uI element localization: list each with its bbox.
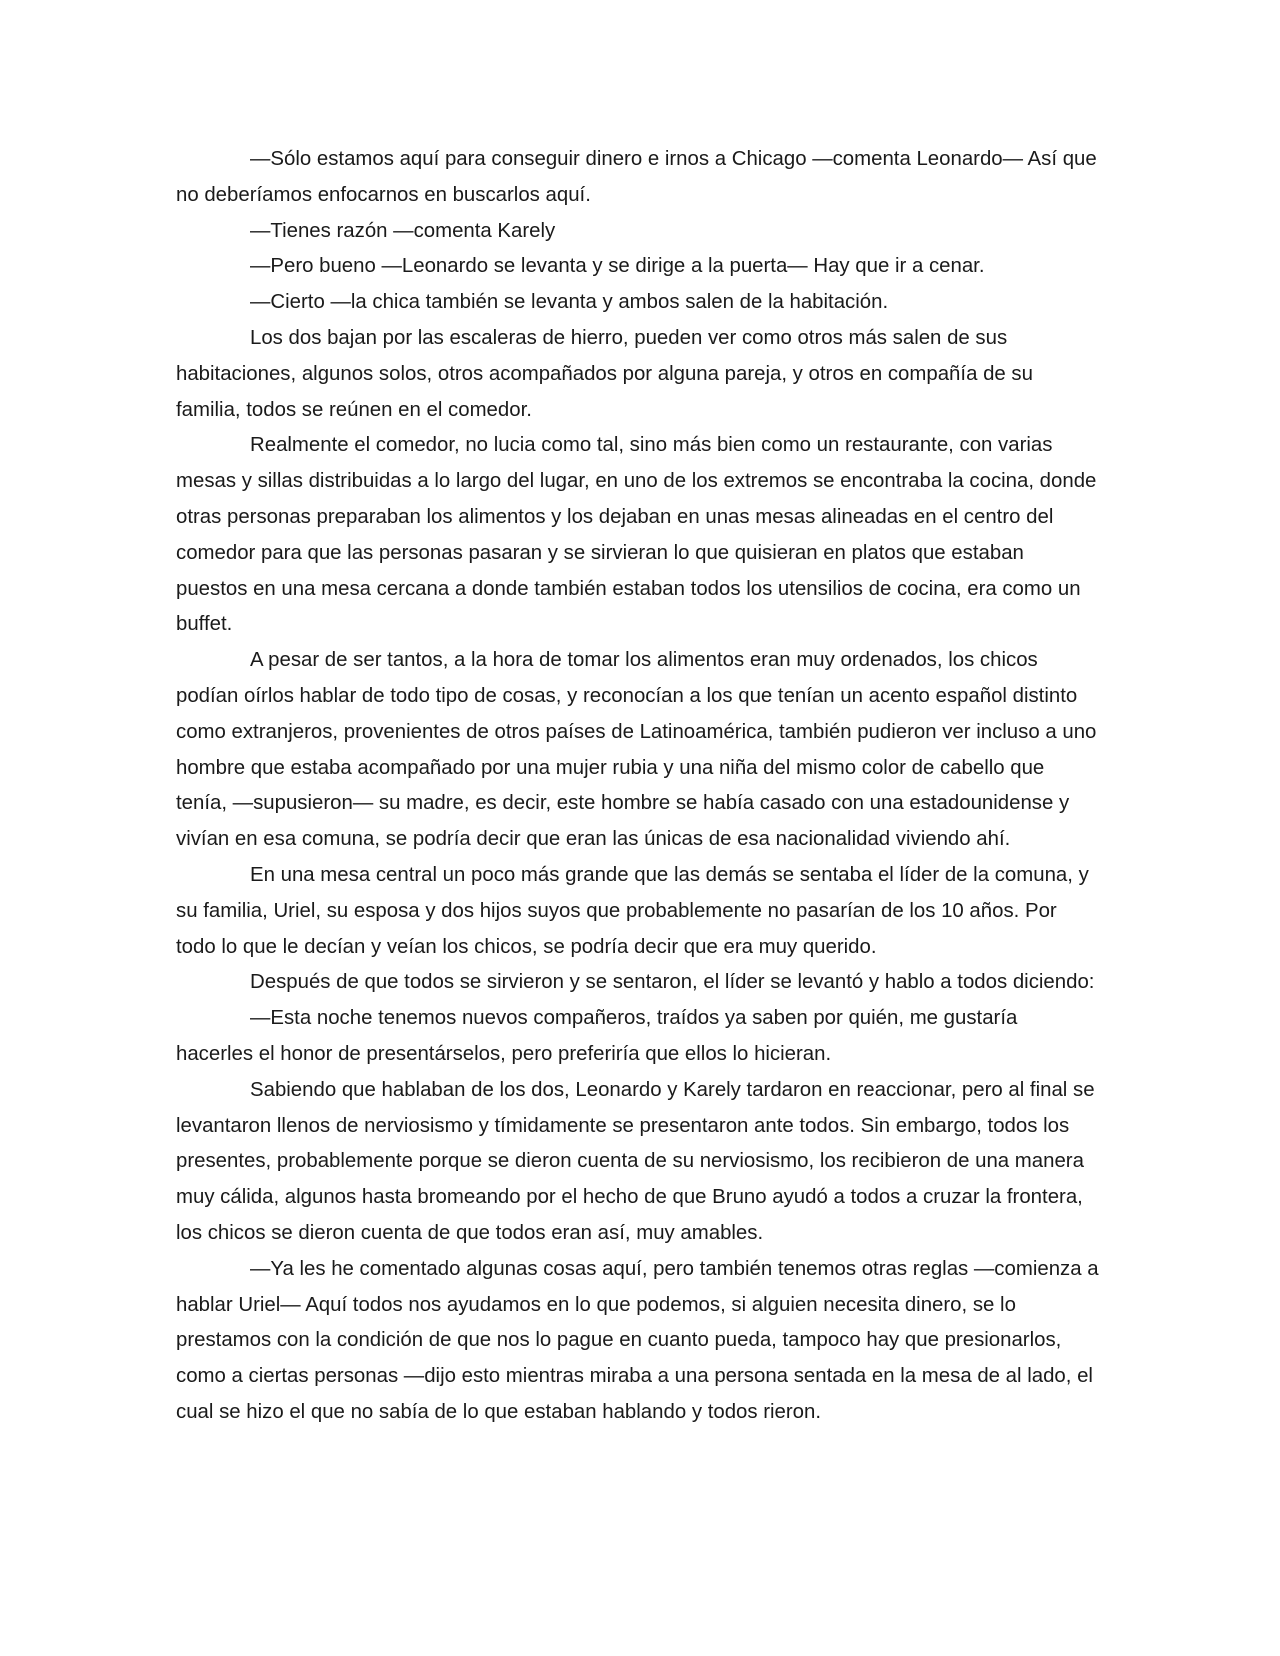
paragraph: Realmente el comedor, no lucia como tal, sino más bien como un restaurante, con varias mesas y sillas distribuidas a lo largo del lugar, en uno de los extremos se encontraba la cocina, donde otras personas preparaban los alimentos y los dejaban en unas mesas alineadas en el centro del comedor para que las personas pasaran y se sirvieran lo que quisieran en platos que estaban puestos en una mesa cercana a donde también estaban todos los utensilios de cocina, era como un buffet. [176,434,1097,636]
paragraph: —Ya les he comentado algunas cosas aquí, pero también tenemos otras reglas —comienza a hablar Uriel— Aquí todos nos ayudamos en lo que podemos, si alguien necesita dinero, se lo prestamos con la condición de que nos lo pague en cuanto pueda, tampoco hay que presionarlos, como a ciertas personas —dijo esto mientras miraba a una persona sentada en la mesa de al lado, el cual se hizo el que no sabía de lo que estaban hablando y todos rieron. [176,1257,1099,1423]
paragraph: —Sólo estamos aquí para conseguir dinero e irnos a Chicago —comenta Leonardo— Así que no deberíamos enfocarnos en buscarlos aquí. [176,148,1097,206]
paragraph: Sabiendo que hablaban de los dos, Leonardo y Karely tardaron en reaccionar, pero al final se levantaron llenos de nerviosismo y tímidamente se presentaron ante todos. Sin embargo, todos los presentes, probablemente porque se dieron cuenta de su nerviosismo, los recibieron de una manera muy cálida, algunos hasta bromeando por el hecho de que Bruno ayudó a todos a cruzar la frontera, los chicos se dieron cuenta de que todos eran así, muy amables. [176,1078,1095,1244]
paragraph: —Pero bueno —Leonardo se levanta y se dirige a la puerta— Hay que ir a cenar. [250,255,985,278]
document-body [176,142,1100,1431]
paragraph: Después de que todos se sirvieron y se sentaron, el líder se levantó y hablo a todos diciendo: [250,971,1095,994]
paragraph: Los dos bajan por las escaleras de hierro, pueden ver como otros más salen de sus habitaciones, algunos solos, otros acompañados por alguna pareja, y otros en compañía de su familia, todos se reúnen en el comedor. [176,326,1033,421]
paragraph: En una mesa central un poco más grande que las demás se sentaba el líder de la comuna, y su familia, Uriel, su esposa y dos hijos suyos que probablemente no pasarían de los 10 años. Por todo lo que le decían y veían los chicos, se podría decir que era muy querido. [176,863,1089,958]
paragraph: —Tienes razón —comenta Karely [250,219,556,242]
paragraph: A pesar de ser tantos, a la hora de tomar los alimentos eran muy ordenados, los chicos podían oírlos hablar de todo tipo de cosas, y reconocían a los que tenían un acento español distinto como extranjeros, provenientes de otros países de Latinoamérica, también pudieron ver incluso a uno hombre que estaba acompañado por una mujer rubia y una niña del mismo color de cabello que tenía, —supusieron— su madre, es decir, este hombre se había casado con una estadounidense y vivían en esa comuna, se podría decir que eran las únicas de esa nacionalidad viviendo ahí. [176,649,1097,851]
paragraph: —Esta noche tenemos nuevos compañeros, traídos ya saben por quién, me gustaría hacerles el honor de presentárselos, pero preferiría que ellos lo hicieran. [176,1007,1018,1065]
paragraph: —Cierto —la chica también se levanta y ambos salen de la habitación. [250,291,889,314]
